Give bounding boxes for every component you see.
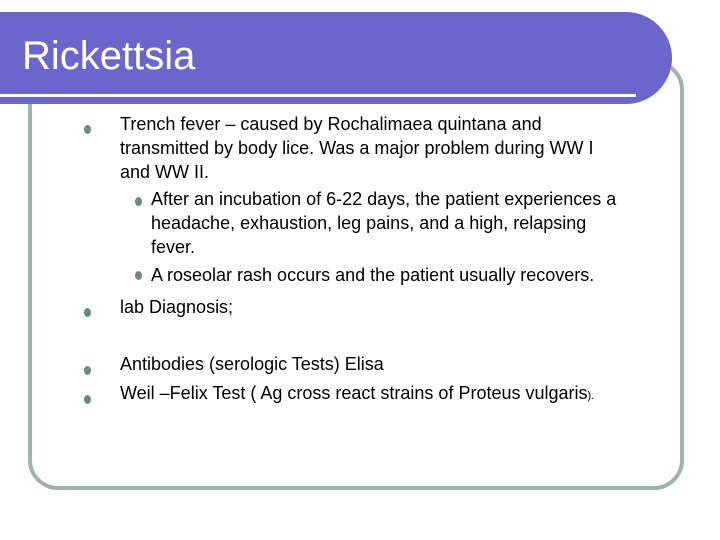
bullet-icon bbox=[135, 271, 142, 280]
list-item-lab-diagnosis: lab Diagnosis; bbox=[120, 297, 234, 317]
list-item-trench-fever: Trench fever – caused by Rochalimaea quintana and transmitted by body lice. Was a major problem during WW I and WW II. bbox=[120, 114, 594, 182]
bullet-icon bbox=[135, 197, 142, 206]
list-item-antibodies: Antibodies (serologic Tests) Elisa bbox=[120, 354, 384, 374]
bullet-icon bbox=[84, 125, 91, 134]
list-item-incubation: After an incubation of 6-22 days, the patient experiences a headache, exhaustion, leg pains, and a high, relapsing fever. bbox=[151, 189, 617, 257]
bullet-icon bbox=[84, 395, 91, 404]
bullet-icon bbox=[84, 308, 91, 317]
list-item-rash: A roseolar rash occurs and the patient usually recovers. bbox=[151, 265, 595, 285]
list-item-weil-felix: Weil –Felix Test ( Ag cross react strains of Proteus vulgaris). bbox=[120, 383, 595, 403]
bullet-icon bbox=[84, 366, 91, 375]
slide-title: Rickettsia bbox=[22, 34, 196, 78]
